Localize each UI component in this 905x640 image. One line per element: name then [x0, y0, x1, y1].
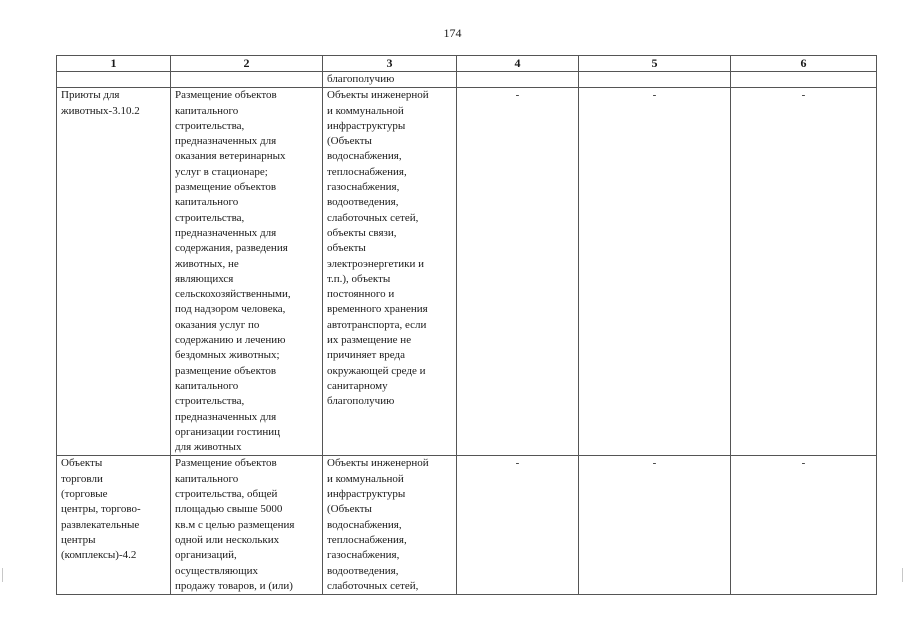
page-number: 174	[443, 26, 462, 40]
column-header-2: 2	[171, 56, 323, 72]
table-cell	[57, 72, 171, 88]
scan-edge-mark-right	[902, 568, 903, 582]
table-cell	[457, 72, 579, 88]
use-type-description: Размещение объектов капитального строительства, общей площадью свыше 5000 кв.м с целью размещения одной или нескольких организаций, осуществляющих продажу товаров, и (или)	[171, 456, 323, 595]
column-header-5: 5	[579, 56, 731, 72]
continuation-row	[57, 72, 877, 88]
use-type-name: Объекты торговли (торговые центры, торгово- развлекательные центры (комплексы)-4.2	[57, 456, 171, 595]
table-cell: благополучию	[323, 72, 457, 88]
column-header-6: 6	[731, 56, 877, 72]
table-cell: -	[457, 456, 579, 595]
regulations-table	[56, 55, 877, 595]
table-header-row	[57, 56, 877, 72]
column-header-3: 3	[323, 56, 457, 72]
table-cell	[579, 72, 731, 88]
use-type-description: Размещение объектов капитального строительства, предназначенных для оказания ветеринарных услуг в стационаре; размещение объектов капитального строительства, предназначенных для содержания, разведения животных, не являющихся сельскохозяйственными, под надзором человека, оказания услуг по содержанию и лечению бездомных животных; размещение объектов капитального строительства, предназначенных для организации гостиниц для животных	[171, 88, 323, 456]
scan-edge-mark-left	[2, 568, 3, 582]
table-cell: -	[731, 88, 877, 456]
table-row	[57, 456, 877, 595]
table-cell: -	[457, 88, 579, 456]
table-cell: -	[731, 456, 877, 595]
auxiliary-use-description: Объекты инженерной и коммунальной инфраструктуры (Объекты водоснабжения, теплоснабжения, газоснабжения, водоотведения, слаботочных сетей, объекты связи, объекты электроэнергетики и т.п.), объекты постоянного и временного хранения автотранспорта, если их размещение не причиняет вреда окружающей среде и санитарному благополучию	[323, 88, 457, 456]
table-row	[57, 88, 877, 456]
column-header-4: 4	[457, 56, 579, 72]
table-cell: -	[579, 88, 731, 456]
auxiliary-use-description: Объекты инженерной и коммунальной инфраструктуры (Объекты водоснабжения, теплоснабжения, газоснабжения, водоотведения, слаботочных сетей,	[323, 456, 457, 595]
table-cell	[731, 72, 877, 88]
use-type-name: Приюты для животных-3.10.2	[57, 88, 171, 456]
table-cell	[171, 72, 323, 88]
column-header-1: 1	[57, 56, 171, 72]
table-cell: -	[579, 456, 731, 595]
